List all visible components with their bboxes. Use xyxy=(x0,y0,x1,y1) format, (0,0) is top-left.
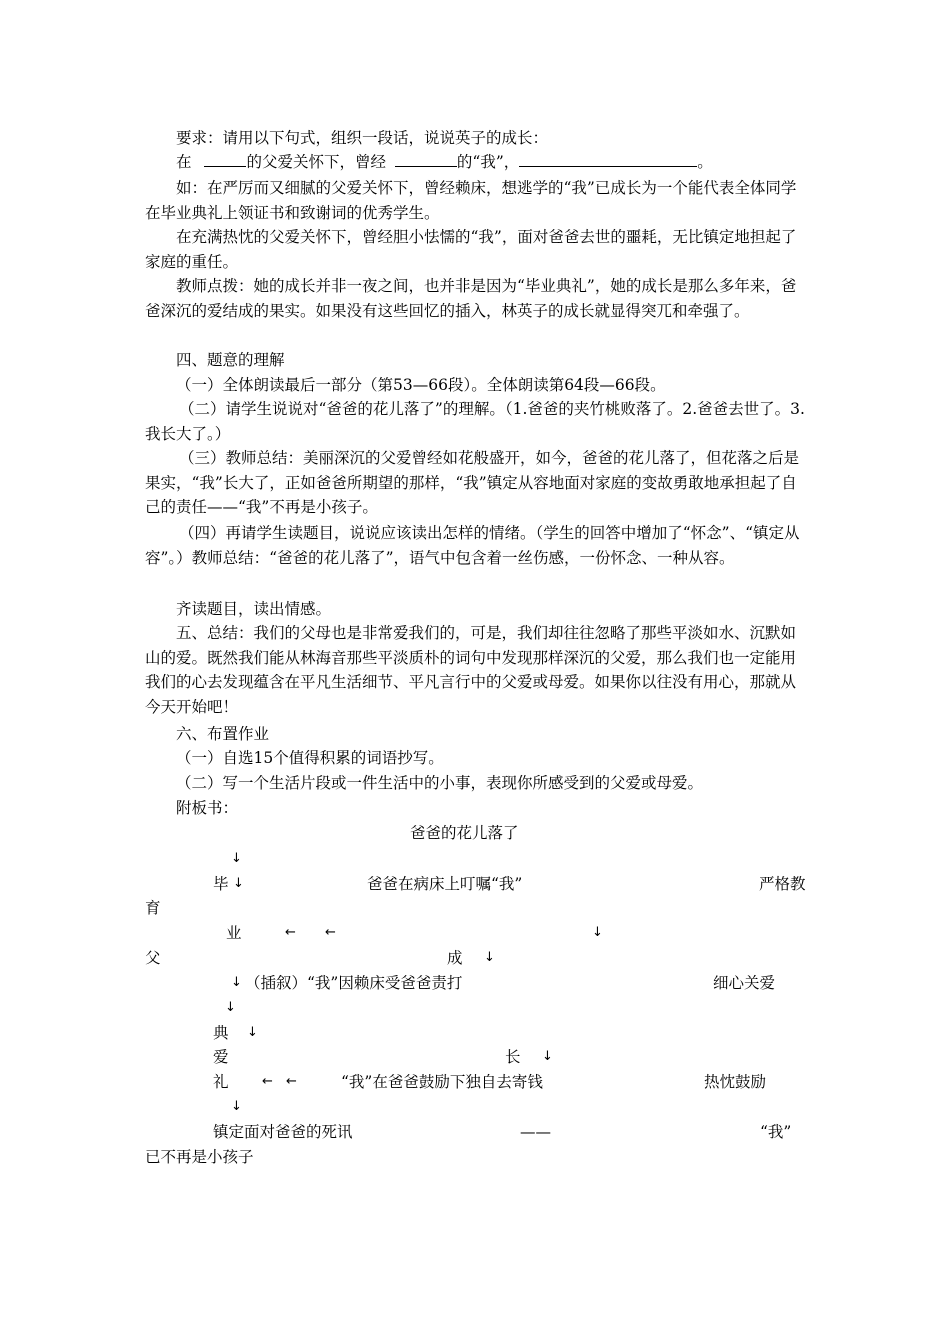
down-arrow-icon: ↓ xyxy=(233,876,244,891)
board-ye: 业 xyxy=(226,924,242,942)
left-arrow-icon: ← xyxy=(262,1074,273,1089)
template-part-1: 在 xyxy=(176,153,192,171)
down-arrow-icon: ↓ xyxy=(231,975,242,990)
template-part-4: 。 xyxy=(697,153,713,171)
homework-2: （二）写一个生活片段或一件生活中的小事，表现你所感受到的父爱或母爱。 xyxy=(176,774,704,792)
down-arrow-icon: ↓ xyxy=(484,950,495,965)
blank-2 xyxy=(395,152,457,167)
example-1: 如：在严厉而又细腻的父爱关怀下，曾经赖床，想逃学的“我”已成长为一个能代表全体同学在毕业典礼上领证书和致谢词的优秀学生。 xyxy=(145,179,797,222)
board-dash: —— xyxy=(520,1123,551,1141)
down-arrow-icon: ↓ xyxy=(231,851,242,866)
board-event-1: 爸爸在病床上叮嘱“我” xyxy=(367,875,523,893)
board-title: 爸爸的花儿落了 xyxy=(410,824,519,842)
section-4-title: 四、题意的理解 xyxy=(176,351,285,369)
board-li: 礼 xyxy=(213,1073,229,1091)
board-event-2: （插叙）“我”因赖床受爸爸责打 xyxy=(245,974,463,992)
board-care-3: 热忱鼓励 xyxy=(704,1073,767,1091)
board-care-2: 细心关爱 xyxy=(713,974,776,992)
read-title-line: 齐读题目，读出情感。 xyxy=(176,600,332,618)
board-bi: 毕 xyxy=(213,875,229,893)
board-zhang: 长 xyxy=(505,1048,521,1066)
left-arrow-icon: ← xyxy=(325,925,336,940)
example-2: 在充满热忱的父爱关怀下，曾经胆小怯懦的“我”，面对爸爸去世的噩耗，无比镇定地担起了家庭的重任。 xyxy=(145,228,797,271)
board-care-1: 严格教 xyxy=(759,875,806,893)
section-4-item-2: （二）请学生说说对“爸爸的花儿落了”的理解。（1.爸爸的夹竹桃败落了。2.爸爸去世了。3.我长大了。） xyxy=(145,400,805,443)
template-line xyxy=(176,152,713,172)
requirement-line: 要求：请用以下句式，组织一段话，说说英子的成长： xyxy=(176,129,549,147)
section-4-item-3: （三）教师总结：美丽深沉的父爱曾经如花般盛开，如今，爸爸的花儿落了，但花落之后是果实，“我”长大了，正如爸爸所期望的那样，“我”镇定从容地面对家庭的变故勇敢地承担起了自己的责任——“我”不再是小孩子。 xyxy=(145,449,800,517)
board-event-3: “我”在爸爸鼓励下独自去寄钱 xyxy=(341,1073,543,1091)
template-part-3: 的“我”， xyxy=(456,153,520,171)
template-part-2: 的父爱关怀下，曾经 xyxy=(246,153,386,171)
board-event-4: 镇定面对爸爸的死讯 xyxy=(213,1123,353,1141)
board-cheng: 成 xyxy=(447,949,463,967)
left-arrow-icon: ← xyxy=(286,1074,297,1089)
board-dian: 典 xyxy=(213,1024,229,1042)
section-6-title: 六、布置作业 xyxy=(176,725,270,743)
board-label: 附板书： xyxy=(176,799,239,817)
blank-3 xyxy=(519,152,697,167)
down-arrow-icon: ↓ xyxy=(225,1000,236,1015)
board-fu: 父 xyxy=(145,949,161,967)
section-5-summary: 五、总结：我们的父母也是非常爱我们的，可是，我们却往往忽略了那些平淡如水、沉默如山的爱。既然我们能从林海音那些平淡质朴的词句中发现那样深沉的父爱，那么我们也一定能用我们的心去发现蕴含在平凡生活细节、平凡言行中的父爱或母爱。如果你以往没有用心，那就从今天开始吧！ xyxy=(145,624,797,716)
blank-1 xyxy=(204,152,246,167)
down-arrow-icon: ↓ xyxy=(247,1025,258,1040)
teacher-hint: 教师点拨：她的成长并非一夜之间，也并非是因为“毕业典礼”，她的成长是那么多年来，爸爸深沉的爱结成的果实。如果没有这些回忆的插入，林英子的成长就显得突兀和牵强了。 xyxy=(145,277,797,320)
left-arrow-icon: ← xyxy=(285,925,296,940)
homework-1: （一）自选15个值得积累的词语抄写。 xyxy=(176,749,444,767)
board-ai: 爱 xyxy=(213,1048,229,1066)
board-wo: “我” xyxy=(760,1123,792,1141)
down-arrow-icon: ↓ xyxy=(231,1099,242,1114)
down-arrow-icon: ↓ xyxy=(542,1049,553,1064)
section-4-item-4: （四）再请学生读题目，说说应该读出怎样的情绪。（学生的回答中增加了“怀念”、“镇定从容”。）教师总结：“爸爸的花儿落了”，语气中包含着一丝伤感，一份怀念、一种从容。 xyxy=(145,524,800,567)
board-care-1-cont: 育 xyxy=(145,899,161,917)
section-4-item-1: （一）全体朗读最后一部分（第53—66段）。全体朗读第64段—66段。 xyxy=(176,376,666,394)
down-arrow-icon: ↓ xyxy=(592,925,603,940)
board-conclusion: 已不再是小孩子 xyxy=(145,1148,254,1166)
